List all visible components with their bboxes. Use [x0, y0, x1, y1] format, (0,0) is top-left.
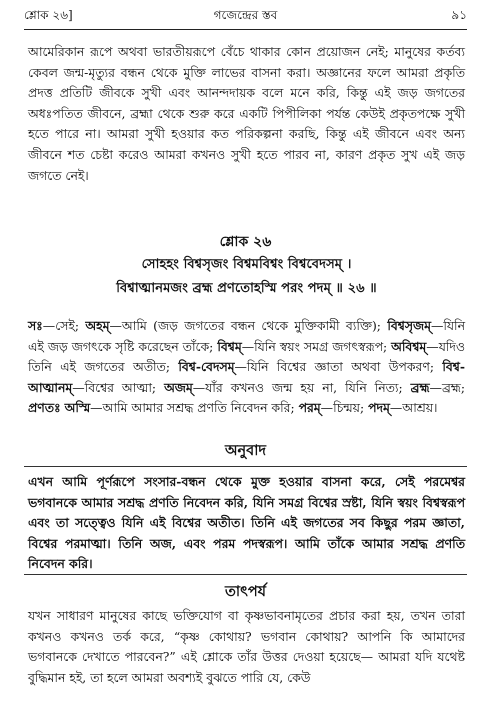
- page-number: ৯১: [451, 8, 467, 22]
- synonym-meaning: —সেই;: [42, 318, 86, 333]
- translation-title: অনুবাদ: [224, 442, 267, 459]
- synonym-meaning: —যিনি এই জড় জগৎকে সৃষ্টি করেছেন তাঁকে;: [28, 318, 465, 354]
- header-rule: [24, 29, 467, 30]
- synonym-meaning: —চিন্ময়;: [320, 400, 369, 416]
- synonym-term: সঃ: [28, 318, 43, 333]
- header-chapter-title: গজেন্দ্রের স্তব: [213, 8, 278, 22]
- synonym-meaning: —যাঁর কখনও জন্ম হয় না, যিনি নিত্য;: [192, 379, 411, 395]
- synonym-meaning: —যিনি বিশ্বের জ্ঞাতা অথবা উপকরণ;: [234, 359, 443, 375]
- translation-bottom-rule: [24, 574, 467, 575]
- synonym-term: অজম্: [164, 379, 193, 395]
- translation-text: এখন আমি পূর্ণরূপে সংসার-বন্ধন থেকে মুক্ত হওয়ার বাসনা করে, সেই পরমেশ্বর ভগবানকে আমার সশ্রদ্ধ প্রণতি নিবেদন করি, যিনি সমগ্র বিশ্বের স্রষ্টা, যিনি স্বয়ং বিশ্বস্বরূপ এবং তা সত্ত্বেও যিনি এই বিশ্বের অতীত। তিনি এই জগতের সব কিছুর পরম জ্ঞাতা, বিশ্বের পরমাত্মা। তিনি অজ, এবং পরম পদস্বরূপ। আমি তাঁকে আমার সশ্রদ্ধ প্রণতি নিবেদন করি।: [28, 474, 465, 572]
- synonym-term: অবিশ্বম্: [391, 338, 427, 354]
- synonym-term: বিশ্বম্: [217, 338, 242, 354]
- purport-title: তাৎপর্য: [224, 583, 267, 600]
- synonym-meaning: —যিনি স্বয়ং সমগ্র জগৎস্বরূপ;: [241, 338, 392, 354]
- previous-purport-paragraph: আমেরিকান রূপে অথবা ভারতীয়রূপে বেঁচে থাকার কোন প্রয়োজন নেই; মানুষের কর্তব্য কেবল জন্ম-মৃত্যুর বন্ধন থেকে মুক্তি লাভের বাসনা করা। অজ্ঞানের ফলে আমরা প্রকৃতি প্রদত্ত প্রতিটি জীবকে সুখী এবং আনন্দদায়ক বলে মনে করি, কিন্তু এই জড় জগতের অধঃপতিত জীবনে, ব্রহ্মা থেকে শুরু করে একটি পিপীলিকা পর্যন্ত কেউই প্রকৃতপক্ষে সুখী হতে পারে না। আমরা সুখী হওয়ার কত পরিকল্পনা করছি, কিন্তু এই জীবনে এবং অন্য জীবনে শত চেষ্টা করেও আমরা কখনও সুখী হতে পারব না, কারণ প্রকৃত সুখ এই জড় জগতে নেই।: [28, 44, 465, 183]
- translation-rule: [24, 466, 467, 467]
- synonym-term: অস্মি: [64, 400, 91, 416]
- synonym-term: পরম্: [298, 400, 321, 416]
- synonym-meaning: —আমি আমার সশ্রদ্ধ প্রণতি নিবেদন করি;: [90, 400, 299, 416]
- synonyms-paragraph: [28, 316, 465, 419]
- synonym-meaning: —যদিও তিনি এই জগতের অতীত;: [28, 338, 465, 375]
- synonym-meaning: —বিশ্বের আত্মা;: [72, 379, 165, 395]
- synonym-term: প্রণতঃ: [28, 400, 61, 416]
- running-header: [24, 4, 467, 28]
- verse-title: শ্লোক ২৬: [219, 234, 272, 250]
- purport-text: যখন সাধারণ মানুষের কাছে ভক্তিযোগ বা কৃষ্ণভাবনামৃতের প্রচার করা হয়, তখন তারা কখনও কখনও তর্ক করে, “কৃষ্ণ কোথায়? ভগবান কোথায়? আপনি কি আমাদের ভগবানকে দেখাতে পারবেন?” এই শ্লোকে তাঁর উত্তর দেওয়া হয়েছে— আমরা যদি যথেষ্ট বুদ্ধিমান হই, তা হলে আমরা অবশ্যই বুঝতে পারি যে, কেউ: [28, 608, 465, 685]
- synonym-term: পদম্: [368, 400, 390, 416]
- synonym-meaning: —আশ্রয়।: [389, 400, 438, 416]
- synonym-term: বিশ্বসৃজম্: [387, 318, 431, 333]
- header-verse-ref: শ্লোক ২৬]: [24, 8, 73, 22]
- synonym-term: অহম্: [85, 318, 110, 333]
- verse-line-2: বিশ্বাত্মানমজং ব্রহ্ম প্রণতোহস্মি পরং পদম্ ॥ ২৬ ॥: [116, 281, 377, 296]
- synonym-meaning: —আমি (জড় জগতের বন্ধন থেকে মুক্তিকামী ব্যক্তি);: [109, 318, 388, 333]
- synonym-meaning: —ব্রহ্ম;: [429, 379, 465, 395]
- synonym-term: বিশ্ব-আত্মানম্: [28, 359, 465, 395]
- synonym-term: বিশ্ব-বেদসম্: [178, 359, 235, 375]
- synonym-term: ব্রহ্ম: [410, 379, 430, 395]
- verse-line-1: সোহহং বিশ্বসৃজং বিশ্বমবিশ্বং বিশ্ববেদসম্ ।: [141, 257, 352, 272]
